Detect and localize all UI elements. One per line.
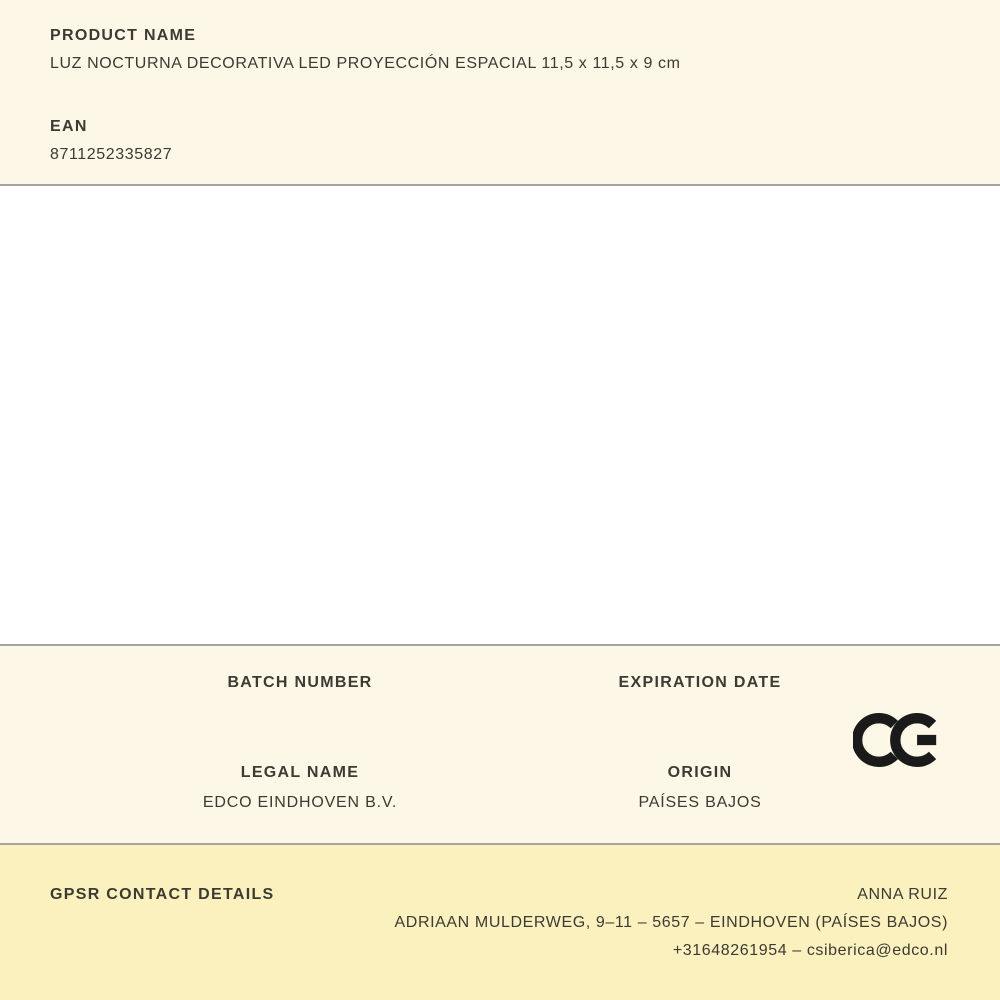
expiration-date-label: EXPIRATION DATE — [618, 674, 782, 691]
origin-field — [400, 764, 1000, 812]
product-image-area — [0, 186, 1000, 644]
batch-number-label: BATCH NUMBER — [227, 674, 373, 691]
gpsr-contact-block — [395, 881, 948, 965]
gpsr-contact-section — [0, 845, 1000, 1000]
ean-label: EAN — [50, 118, 88, 135]
product-name-label: PRODUCT NAME — [50, 27, 197, 44]
gpsr-contact-label: GPSR CONTACT DETAILS — [50, 886, 275, 903]
ce-mark-icon — [853, 712, 943, 768]
gpsr-contact-name: ANNA RUIZ — [857, 886, 948, 903]
product-header-section — [0, 0, 1000, 184]
origin-label: ORIGIN — [667, 764, 733, 781]
product-name-value: LUZ NOCTURNA DECORATIVA LED PROYECCIÓN ESPACIAL 11,5 x 11,5 x 9 cm — [50, 55, 681, 72]
legal-name-label: LEGAL NAME — [240, 764, 360, 781]
legal-name-value: EDCO EINDHOVEN B.V. — [202, 794, 398, 811]
ean-value: 8711252335827 — [50, 146, 173, 163]
product-info-section — [0, 646, 1000, 843]
gpsr-contact-phone-email: +31648261954 – csiberica@edco.nl — [672, 942, 948, 959]
gpsr-contact-address: ADRIAAN MULDERWEG, 9–11 – 5657 – EINDHOVEN (PAÍSES BAJOS) — [394, 914, 948, 931]
origin-value: PAÍSES BAJOS — [638, 794, 762, 811]
